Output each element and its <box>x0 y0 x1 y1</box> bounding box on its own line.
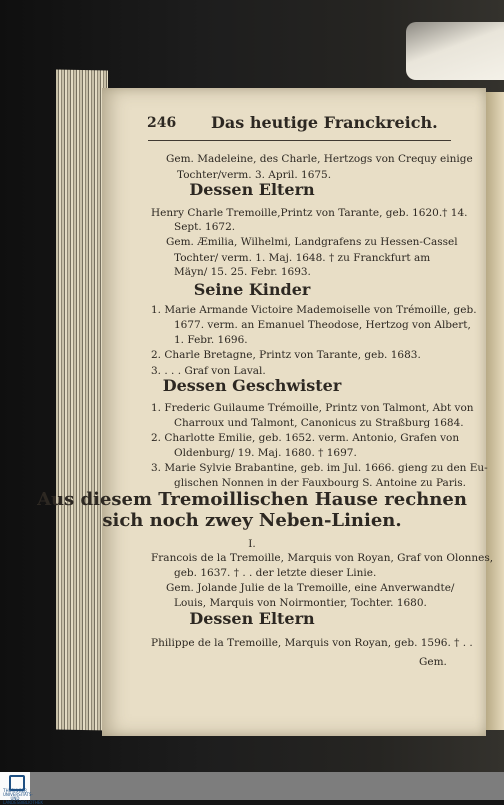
section-heading: Dessen Geschwister <box>162 376 342 395</box>
main-heading: sich noch zwey Neben-Linien. <box>102 510 402 531</box>
text-line: 2. Charlotte Emilie, geb. 1652. verm. Antonio, Grafen von <box>151 432 460 444</box>
catchword: Gem. <box>419 656 447 668</box>
main-heading: Aus diesem Tremoillischen Hause rechnen <box>37 489 467 510</box>
page-number: 246 <box>147 115 177 131</box>
text-line: Charroux und Talmont, Canonicus zu Straßburg 1684. <box>174 417 464 429</box>
text-line: Gem. Æmilia, Wilhelmi, Landgrafens zu Hessen-Cassel <box>166 236 458 248</box>
text-line: Gem. Jolande Julie de la Tremoille, eine Anverwandte/ <box>166 582 455 594</box>
text-line: Tochter/ verm. 1. Maj. 1648. † zu Franckfurt am <box>174 252 431 264</box>
running-title: Das heutige Franckreich. <box>211 113 438 132</box>
text-line: 1. Febr. 1696. <box>174 334 248 346</box>
library-logo-text: THÜRINGER UNIVERSITÄTS- UND LANDESBIBLIOTHEK <box>3 788 44 805</box>
book-page-edges <box>56 70 108 731</box>
text-line: Mäyn/ 15. 25. Febr. 1693. <box>174 266 311 278</box>
text-line: Philippe de la Tremoille, Marquis von Royan, geb. 1596. † . . <box>151 637 473 649</box>
text-line: 1677. verm. an Emanuel Theodose, Hertzog von Albert, <box>174 319 471 331</box>
text-line: Oldenburg/ 19. Maj. 1680. † 1697. <box>174 447 357 459</box>
library-logo <box>0 772 44 805</box>
text-line: Francois de la Tremoille, Marquis von Royan, Graf von Olonnes, <box>151 552 494 564</box>
background-object <box>406 22 504 80</box>
text-line: geb. 1637. † . . der letzte dieser Linie. <box>174 567 377 579</box>
section-heading: Dessen Eltern <box>189 180 315 199</box>
text-line: Tochter/verm. 3. April. 1675. <box>177 169 332 181</box>
text-line: Louis, Marquis von Noirmontier, Tochter. 1680. <box>174 597 427 609</box>
roman-numeral: I. <box>248 538 256 550</box>
header-rule <box>148 140 451 141</box>
text-line: Gem. Madeleine, des Charle, Hertzogs von Crequy einige <box>166 153 473 165</box>
text-line: 3. Marie Sylvie Brabantine, geb. im Jul. 1666. gieng zu den Eu- <box>151 462 488 474</box>
text-line: 2. Charle Bretagne, Printz von Tarante, geb. 1683. <box>151 349 421 361</box>
section-heading: Dessen Eltern <box>189 609 315 628</box>
text-line: 3. . . . Graf von Laval. <box>151 365 266 377</box>
section-heading: Seine Kinder <box>193 280 311 299</box>
text-line: Sept. 1672. <box>174 221 236 233</box>
text-line: 1. Marie Armande Victoire Mademoiselle von Trémoille, geb. <box>151 304 477 316</box>
footer-bar <box>0 772 504 800</box>
text-line: glischen Nonnen in der Fauxbourg S. Antoine zu Paris. <box>174 477 466 489</box>
text-line: 1. Frederic Guilaume Trémoille, Printz von Talmont, Abt von <box>151 402 474 414</box>
text-line: Henry Charle Tremoille,Printz von Tarante, geb. 1620.† 14. <box>151 207 468 219</box>
